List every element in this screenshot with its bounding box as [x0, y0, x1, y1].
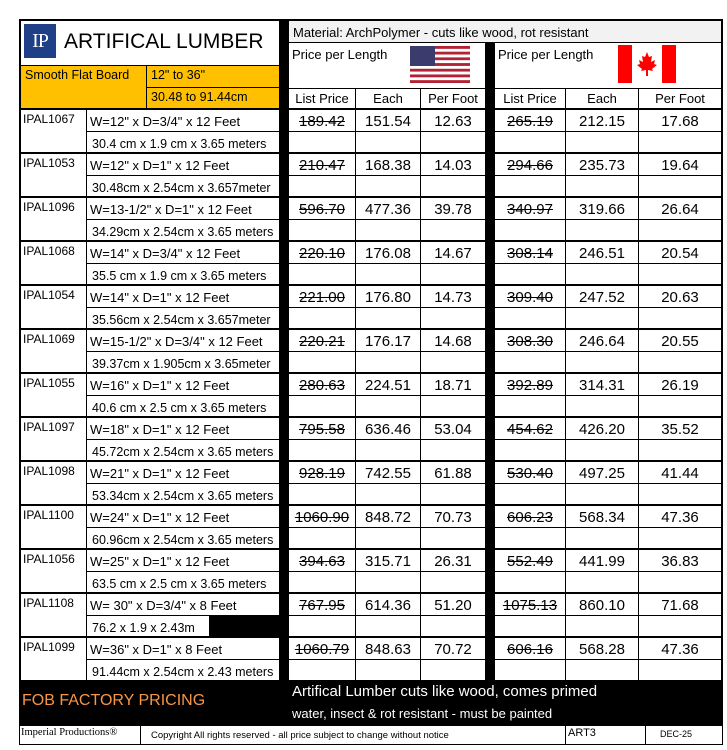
us-list-price: 596.70 — [289, 198, 355, 219]
us-foot-price: 14.68 — [421, 330, 485, 351]
ca-each-price: 568.28 — [566, 638, 638, 659]
us-foot-price: 70.72 — [421, 638, 485, 659]
us-list-spacer — [289, 572, 355, 592]
product-metric-dimensions: 30.4 cm x 1.9 cm x 3.65 meters — [87, 132, 279, 152]
ca-foot-spacer — [639, 616, 721, 636]
ca-each-price: 212.15 — [566, 110, 638, 131]
us-each-spacer — [356, 220, 420, 240]
ca-foot-price: 20.63 — [639, 286, 721, 307]
ca-foot-price: 35.52 — [639, 418, 721, 439]
product-dimensions: W= 30" x D=3/4" x 8 Feet — [87, 594, 279, 615]
ca-foot-price: 41.44 — [639, 462, 721, 483]
us-list-spacer — [289, 308, 355, 328]
ca-list-price: 294.66 — [495, 154, 565, 175]
us-each-price: 315.71 — [356, 550, 420, 571]
us-foot-price: 18.71 — [421, 374, 485, 395]
product-dimensions: W=16" x D=1" x 12 Feet — [87, 374, 279, 395]
ca-foot-spacer — [639, 352, 721, 372]
ca-each-spacer — [566, 132, 638, 152]
ca-each-spacer — [566, 352, 638, 372]
ca-column-header: List Price — [495, 89, 565, 108]
fob-factory-pricing: FOB FACTORY PRICING — [22, 692, 206, 709]
us-each-price: 151.54 — [356, 110, 420, 131]
ca-foot-spacer — [639, 176, 721, 196]
us-list-spacer — [289, 132, 355, 152]
us-each-price: 636.46 — [356, 418, 420, 439]
us-each-spacer — [356, 396, 420, 416]
product-code: IPAL1098 — [21, 462, 86, 504]
product-metric-dimensions: 35.56cm x 2.54cm x 3.657meter — [87, 308, 279, 328]
ca-each-price: 319.66 — [566, 198, 638, 219]
us-list-spacer — [289, 440, 355, 460]
ca-each-spacer — [566, 616, 638, 636]
us-column-header: List Price — [289, 89, 355, 108]
ca-foot-price: 47.36 — [639, 638, 721, 659]
product-code: IPAL1099 — [21, 638, 86, 680]
ca-foot-price: 36.83 — [639, 550, 721, 571]
ca-foot-spacer — [639, 132, 721, 152]
product-code: IPAL1097 — [21, 418, 86, 460]
ca-foot-spacer — [639, 660, 721, 680]
product-code: IPAL1108 — [21, 594, 86, 636]
ca-each-spacer — [566, 440, 638, 460]
product-metric-dimensions: 63.5 cm x 2.5 cm x 3.65 meters — [87, 572, 279, 592]
us-each-price: 614.36 — [356, 594, 420, 615]
ca-list-spacer — [495, 484, 565, 504]
material-text: Material: ArchPolymer - cuts like wood, rot resistant — [293, 25, 589, 40]
bottom-divider-1 — [140, 725, 141, 745]
ca-foot-spacer — [639, 264, 721, 284]
ca-foot-price: 20.55 — [639, 330, 721, 351]
ca-foot-spacer — [639, 220, 721, 240]
us-list-price: 928.19 — [289, 462, 355, 483]
product-dimensions: W=13-1/2" x D=1" x 12 Feet — [87, 198, 279, 219]
footer-description-line1: Artifical Lumber cuts like wood, comes primed — [292, 683, 598, 700]
us-each-spacer — [356, 484, 420, 504]
us-list-spacer — [289, 660, 355, 680]
ca-each-spacer — [566, 484, 638, 504]
copyright-text: Copyright All rights reserved - all price subject to change without notice — [151, 730, 449, 741]
us-foot-spacer — [421, 220, 485, 240]
ca-each-price: 497.25 — [566, 462, 638, 483]
us-each-spacer — [356, 572, 420, 592]
ca-each-price: 426.20 — [566, 418, 638, 439]
range-inches: 12" to 36" — [147, 66, 279, 87]
footer-description-line2: water, insect & rot resistant - must be painted — [292, 706, 553, 721]
us-each-spacer — [356, 660, 420, 680]
ca-list-price: 309.40 — [495, 286, 565, 307]
us-foot-spacer — [421, 396, 485, 416]
ca-foot-spacer — [639, 440, 721, 460]
us-each-price: 848.72 — [356, 506, 420, 527]
ca-foot-spacer — [639, 484, 721, 504]
ca-list-price: 454.62 — [495, 418, 565, 439]
ca-list-price: 530.40 — [495, 462, 565, 483]
product-code: IPAL1053 — [21, 154, 86, 196]
us-each-spacer — [356, 176, 420, 196]
us-list-spacer — [289, 176, 355, 196]
us-list-spacer — [289, 396, 355, 416]
ca-foot-price: 20.54 — [639, 242, 721, 263]
product-dimensions: W=14" x D=1" x 12 Feet — [87, 286, 279, 307]
us-list-price: 189.42 — [289, 110, 355, 131]
ca-each-price: 235.73 — [566, 154, 638, 175]
ca-column-header: Per Foot — [639, 89, 721, 108]
product-dimensions: W=25" x D=1" x 12 Feet — [87, 550, 279, 571]
ca-each-spacer — [566, 572, 638, 592]
product-code: IPAL1096 — [21, 198, 86, 240]
product-dimensions: W=12" x D=1" x 12 Feet — [87, 154, 279, 175]
company-name: Imperial Productions® — [21, 727, 118, 738]
us-each-spacer — [356, 440, 420, 460]
ca-list-spacer — [495, 440, 565, 460]
product-metric-dimensions: 34.29cm x 2.54cm x 3.65 meters — [87, 220, 279, 240]
product-type: Smooth Flat Board — [21, 66, 146, 108]
bottom-divider-2 — [565, 725, 566, 745]
us-foot-spacer — [421, 132, 485, 152]
product-code: IPAL1068 — [21, 242, 86, 284]
us-foot-spacer — [421, 484, 485, 504]
product-metric-dimensions: 45.72cm x 2.54cm x 3.65 meters — [87, 440, 279, 460]
us-each-spacer — [356, 132, 420, 152]
product-dimensions: W=21" x D=1" x 12 Feet — [87, 462, 279, 483]
us-foot-price: 39.78 — [421, 198, 485, 219]
us-column-header: Each — [356, 89, 420, 108]
product-metric-dimensions: 35.5 cm x 1.9 cm x 3.65 meters — [87, 264, 279, 284]
product-code: IPAL1056 — [21, 550, 86, 592]
product-dimensions: W=12" x D=3/4" x 12 Feet — [87, 110, 279, 131]
us-foot-price: 26.31 — [421, 550, 485, 571]
product-metric-dimensions: 76.2 x 1.9 x 2.43m — [87, 616, 209, 636]
ca-each-spacer — [566, 220, 638, 240]
ca-foot-spacer — [639, 396, 721, 416]
us-foot-price: 14.73 — [421, 286, 485, 307]
ca-each-spacer — [566, 528, 638, 548]
us-each-price: 742.55 — [356, 462, 420, 483]
us-each-price: 168.38 — [356, 154, 420, 175]
range-cm: 30.48 to 91.44cm — [147, 88, 279, 108]
ca-list-spacer — [495, 660, 565, 680]
ca-foot-price: 47.36 — [639, 506, 721, 527]
ca-each-price: 441.99 — [566, 550, 638, 571]
ca-list-spacer — [495, 396, 565, 416]
us-each-spacer — [356, 308, 420, 328]
us-foot-spacer — [421, 352, 485, 372]
ca-each-price: 860.10 — [566, 594, 638, 615]
product-metric-dimensions: 60.96cm x 2.54cm x 3.65 meters — [87, 528, 279, 548]
product-metric-dimensions: 53.34cm x 2.54cm x 3.65 meters — [87, 484, 279, 504]
product-dimensions: W=36" x D=1" x 8 Feet — [87, 638, 279, 659]
us-each-spacer — [356, 264, 420, 284]
ca-list-price: 392.89 — [495, 374, 565, 395]
product-metric-dimensions: 91.44cm x 2.54cm x 2.43 meters — [87, 660, 279, 680]
product-dimensions: W=18" x D=1" x 12 Feet — [87, 418, 279, 439]
us-each-price: 477.36 — [356, 198, 420, 219]
us-list-price: 394.63 — [289, 550, 355, 571]
ca-list-price: 308.14 — [495, 242, 565, 263]
ca-foot-price: 26.64 — [639, 198, 721, 219]
ca-price-per-length: Price per Length — [498, 47, 594, 62]
ca-column-header: Each — [566, 89, 638, 108]
product-code: IPAL1067 — [21, 110, 86, 152]
us-each-spacer — [356, 528, 420, 548]
us-foot-spacer — [421, 616, 485, 636]
ca-each-price: 246.51 — [566, 242, 638, 263]
ca-each-spacer — [566, 396, 638, 416]
us-foot-price: 61.88 — [421, 462, 485, 483]
ca-list-price: 552.49 — [495, 550, 565, 571]
ca-each-price: 247.52 — [566, 286, 638, 307]
ca-foot-price: 19.64 — [639, 154, 721, 175]
sheet-code: ART3 — [568, 727, 596, 739]
us-list-spacer — [289, 484, 355, 504]
product-code: IPAL1069 — [21, 330, 86, 372]
us-foot-spacer — [421, 528, 485, 548]
ca-each-spacer — [566, 264, 638, 284]
ip-logo-icon: IP — [24, 24, 56, 58]
bottom-divider-3 — [645, 725, 646, 745]
ca-list-spacer — [495, 220, 565, 240]
us-foot-price: 12.63 — [421, 110, 485, 131]
sheet-date: DEC-25 — [660, 729, 693, 739]
product-code: IPAL1054 — [21, 286, 86, 328]
us-flag-icon — [410, 46, 470, 83]
ca-list-spacer — [495, 132, 565, 152]
us-list-price: 220.10 — [289, 242, 355, 263]
us-list-spacer — [289, 528, 355, 548]
product-metric-dimensions: 39.37cm x 1.905cm x 3.65meter — [87, 352, 279, 372]
us-foot-spacer — [421, 264, 485, 284]
us-list-price: 795.58 — [289, 418, 355, 439]
ca-list-spacer — [495, 176, 565, 196]
us-each-price: 848.63 — [356, 638, 420, 659]
us-list-spacer — [289, 220, 355, 240]
us-each-spacer — [356, 352, 420, 372]
us-list-price: 210.47 — [289, 154, 355, 175]
us-foot-price: 14.67 — [421, 242, 485, 263]
us-list-spacer — [289, 264, 355, 284]
ca-list-spacer — [495, 264, 565, 284]
us-column-header: Per Foot — [421, 89, 485, 108]
ca-each-price: 246.64 — [566, 330, 638, 351]
ca-foot-price: 17.68 — [639, 110, 721, 131]
us-each-price: 176.80 — [356, 286, 420, 307]
product-metric-dimensions: 40.6 cm x 2.5 cm x 3.65 meters — [87, 396, 279, 416]
ca-each-spacer — [566, 308, 638, 328]
us-each-price: 176.17 — [356, 330, 420, 351]
us-list-price: 280.63 — [289, 374, 355, 395]
product-dimensions: W=24" x D=1" x 12 Feet — [87, 506, 279, 527]
ca-list-spacer — [495, 616, 565, 636]
us-foot-spacer — [421, 440, 485, 460]
ca-list-price: 606.23 — [495, 506, 565, 527]
ca-each-price: 568.34 — [566, 506, 638, 527]
canada-flag-icon — [618, 45, 676, 83]
us-each-price: 224.51 — [356, 374, 420, 395]
us-foot-price: 51.20 — [421, 594, 485, 615]
us-list-spacer — [289, 616, 355, 636]
us-each-price: 176.08 — [356, 242, 420, 263]
us-foot-spacer — [421, 308, 485, 328]
product-dimensions: W=14" x D=3/4" x 12 Feet — [87, 242, 279, 263]
product-code: IPAL1055 — [21, 374, 86, 416]
ca-list-price: 265.19 — [495, 110, 565, 131]
us-foot-price: 53.04 — [421, 418, 485, 439]
us-each-spacer — [356, 616, 420, 636]
ca-foot-price: 71.68 — [639, 594, 721, 615]
ca-list-spacer — [495, 572, 565, 592]
us-foot-price: 14.03 — [421, 154, 485, 175]
ca-list-price: 308.30 — [495, 330, 565, 351]
ca-foot-spacer — [639, 308, 721, 328]
product-dimensions: W=15-1/2" x D=3/4" x 12 Feet — [87, 330, 279, 351]
ca-foot-spacer — [639, 528, 721, 548]
ca-list-price: 606.16 — [495, 638, 565, 659]
ca-list-spacer — [495, 352, 565, 372]
us-list-price: 220.21 — [289, 330, 355, 351]
us-list-spacer — [289, 352, 355, 372]
page-title: ARTIFICAL LUMBER — [64, 30, 264, 53]
us-list-price: 221.00 — [289, 286, 355, 307]
us-foot-price: 70.73 — [421, 506, 485, 527]
product-metric-dimensions: 30.48cm x 2.54cm x 3.657meter — [87, 176, 279, 196]
ca-each-price: 314.31 — [566, 374, 638, 395]
ca-foot-price: 26.19 — [639, 374, 721, 395]
ca-list-price: 340.97 — [495, 198, 565, 219]
ca-list-spacer — [495, 528, 565, 548]
ca-list-price: 1075.13 — [495, 594, 565, 615]
us-foot-spacer — [421, 572, 485, 592]
us-foot-spacer — [421, 176, 485, 196]
ca-each-spacer — [566, 660, 638, 680]
us-list-price: 1060.90 — [289, 506, 355, 527]
ca-list-spacer — [495, 308, 565, 328]
product-code: IPAL1100 — [21, 506, 86, 548]
ca-foot-spacer — [639, 572, 721, 592]
us-list-price: 767.95 — [289, 594, 355, 615]
us-price-per-length: Price per Length — [292, 47, 388, 62]
ca-each-spacer — [566, 176, 638, 196]
us-list-price: 1060.79 — [289, 638, 355, 659]
us-foot-spacer — [421, 660, 485, 680]
